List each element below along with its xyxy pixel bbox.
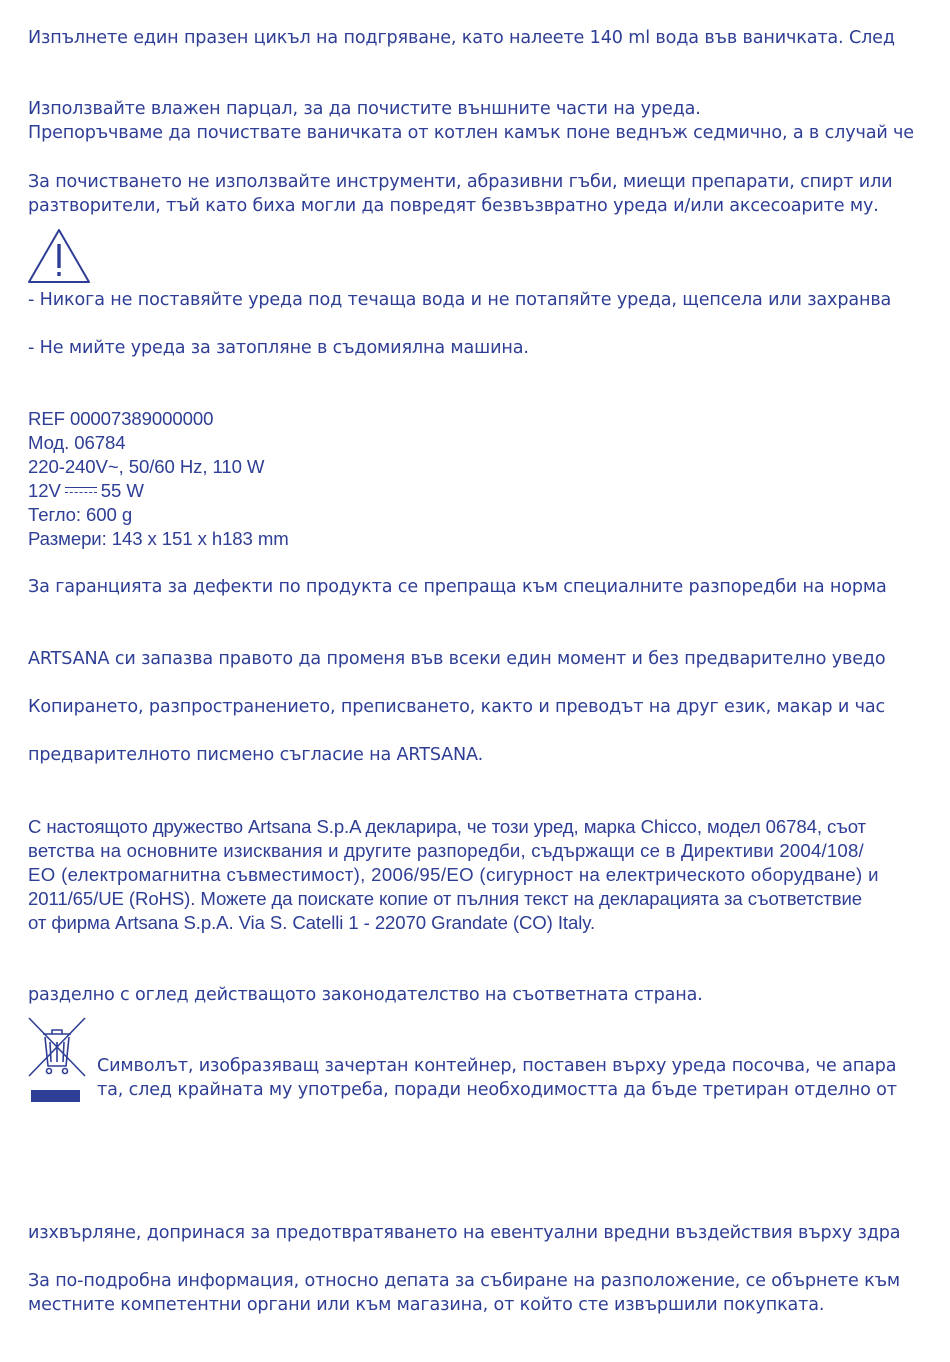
text-line: Тегло: 600 g bbox=[28, 504, 133, 525]
text-line: разтворители, тъй като биха могли да повредят безвъзвратно уреда и/или аксесоарите му. bbox=[28, 196, 879, 216]
text-line: Изпълнете един празен цикъл на подгряване, като налеете 140 ml вода във ваничката. След bbox=[28, 28, 895, 48]
text-line: от фирма Artsana S.p.A. Via S. Catelli 1 - 22070 Grandate (CO) Italy. bbox=[28, 912, 596, 933]
text-line: За по-подробна информация, относно депата за събиране на разположение, се обърнете към bbox=[28, 1271, 901, 1291]
text-line: Мод. 06784 bbox=[28, 432, 126, 453]
text-line: та, след крайната му употреба, поради необходимостта да бъде третиран отделно от bbox=[97, 1080, 897, 1100]
text-line: разделно с оглед действащото законодателство на съответната страна. bbox=[28, 985, 703, 1005]
text-line: 220-240V~, 50/60 Hz, 110 W bbox=[28, 456, 265, 477]
text-line: Препоръчваме да почиствате ваничката от котлен камък поне веднъж седмично, а в случай че bbox=[28, 123, 914, 143]
text-line: - Никога не поставяйте уреда под течаща вода и не потапяйте уреда, щепсела или захранва bbox=[28, 290, 892, 310]
text-line: За почистването не използвайте инструменти, абразивни гъби, миещи препарати, спирт или bbox=[28, 172, 893, 192]
text-line: За гаранцията за дефекти по продукта се препраща към специалните разпоредби на норма bbox=[28, 577, 887, 597]
text-line: местните компетентни органи или към магазина, от който сте извършили покупката. bbox=[28, 1295, 825, 1315]
dc-current-icon bbox=[65, 486, 97, 496]
text-line: ARTSANA си запазва правото да променя във всеки един момент и без предварително уведо bbox=[28, 649, 886, 669]
text-line: - Не мийте уреда за затопляне в съдомиялна машина. bbox=[28, 338, 529, 358]
text-line: REF 00007389000000 bbox=[28, 408, 214, 429]
text-line: ЕО (електромагнитна съвместимост), 2006/95/ЕО (сигурност на електрическото оборудване) и bbox=[28, 864, 879, 885]
text-line: предварителното писмено съгласие на ARTSANA. bbox=[28, 745, 484, 765]
text-line: Символът, изобразяващ зачертан контейнер, поставен върху уреда посочва, че апара bbox=[97, 1056, 897, 1076]
text-line: ветства на основните изисквания и другите разпоредби, съдържащи се в Директиви 2004/108/ bbox=[28, 840, 864, 861]
power-label: 55 W bbox=[100, 480, 144, 501]
text-line: 2011/65/UE (RoHS). Можете да поискате копие от пълния текст на декларацията за съответствие bbox=[28, 888, 863, 909]
voltage-label: 12V bbox=[28, 480, 61, 501]
text-line: С настоящото дружество Artsana S.p.A декларира, че този уред, марка Chicco, модел 06784, съот bbox=[28, 816, 866, 837]
text-line: изхвърляне, допринася за предотвратяването на евентуални вредни въздействия върху здра bbox=[28, 1223, 901, 1243]
warning-triangle-icon bbox=[27, 228, 91, 284]
crossed-out-bin-icon bbox=[27, 1016, 87, 1104]
text-line: Размери: 143 x 151 x h183 mm bbox=[28, 528, 289, 549]
text-line: Копирането, разпространението, преписването, както и преводът на друг език, макар и час bbox=[28, 697, 886, 717]
text-line: Използвайте влажен парцал, за да почистите външните части на уреда. bbox=[28, 99, 701, 119]
text-line bbox=[28, 479, 144, 503]
